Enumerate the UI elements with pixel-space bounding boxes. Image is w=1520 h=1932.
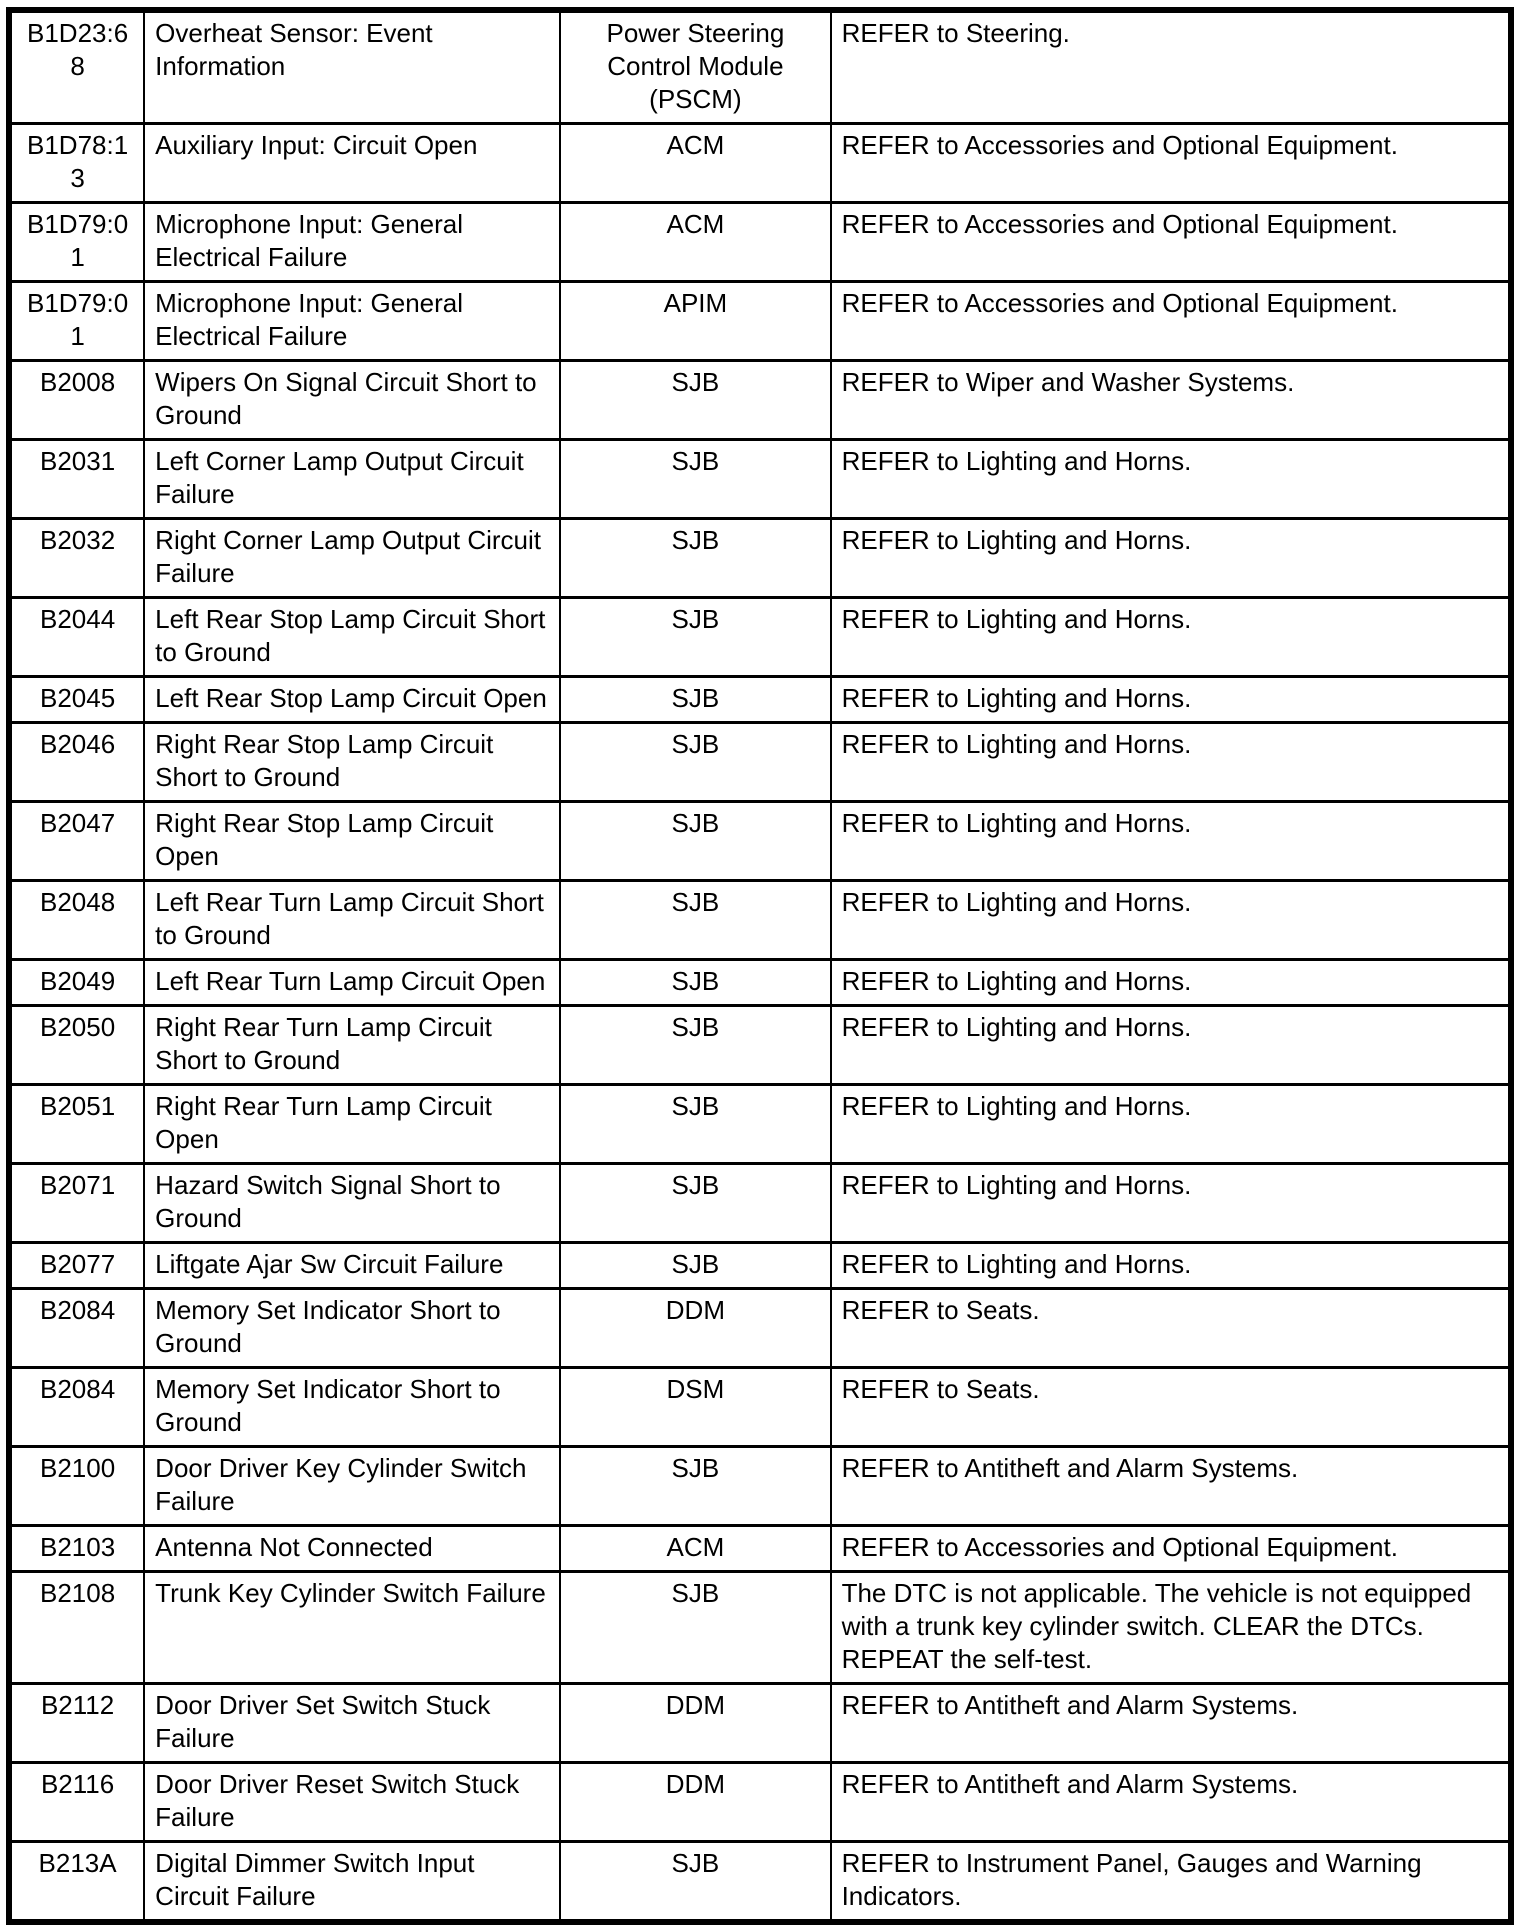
action-cell: The DTC is not applicable. The vehicle is not equipped with a trunk key cylinder switch. CLEAR the DTCs. REPEAT the self-test. — [831, 1572, 1511, 1684]
dtc-code-cell: B2077 — [9, 1243, 144, 1289]
action-cell: REFER to Steering. — [831, 10, 1511, 124]
description-cell: Digital Dimmer Switch Input Circuit Failure — [144, 1842, 560, 1923]
table-row — [9, 1243, 1511, 1289]
table-row — [9, 1085, 1511, 1164]
description-cell: Door Driver Set Switch Stuck Failure — [144, 1684, 560, 1763]
description-cell: Right Rear Stop Lamp Circuit Short to Ground — [144, 723, 560, 802]
action-cell: REFER to Lighting and Horns. — [831, 440, 1511, 519]
table-row — [9, 124, 1511, 203]
module-cell: DDM — [560, 1763, 830, 1842]
action-cell: REFER to Lighting and Horns. — [831, 1243, 1511, 1289]
module-cell: SJB — [560, 1006, 830, 1085]
description-cell: Wipers On Signal Circuit Short to Ground — [144, 361, 560, 440]
module-cell: ACM — [560, 1526, 830, 1572]
description-cell: Overheat Sensor: Event Information — [144, 10, 560, 124]
action-cell: REFER to Accessories and Optional Equipment. — [831, 1526, 1511, 1572]
table-row — [9, 519, 1511, 598]
dtc-code-cell: B2049 — [9, 960, 144, 1006]
table-row — [9, 1842, 1511, 1923]
description-cell: Door Driver Reset Switch Stuck Failure — [144, 1763, 560, 1842]
module-cell: SJB — [560, 723, 830, 802]
table-row — [9, 1763, 1511, 1842]
dtc-code-cell: B2031 — [9, 440, 144, 519]
table-row — [9, 723, 1511, 802]
dtc-code-cell: B2047 — [9, 802, 144, 881]
action-cell: REFER to Lighting and Horns. — [831, 598, 1511, 677]
table-row — [9, 282, 1511, 361]
description-cell: Right Rear Stop Lamp Circuit Open — [144, 802, 560, 881]
module-cell: ACM — [560, 124, 830, 203]
module-cell: Power Steering Control Module (PSCM) — [560, 10, 830, 124]
table-row — [9, 1526, 1511, 1572]
action-cell: REFER to Lighting and Horns. — [831, 802, 1511, 881]
module-cell: DDM — [560, 1684, 830, 1763]
table-row — [9, 203, 1511, 282]
table-row — [9, 10, 1511, 124]
table-row — [9, 677, 1511, 723]
dtc-code-cell: B2071 — [9, 1164, 144, 1243]
action-cell: REFER to Seats. — [831, 1289, 1511, 1368]
action-cell: REFER to Lighting and Horns. — [831, 1164, 1511, 1243]
description-cell: Right Rear Turn Lamp Circuit Short to Ground — [144, 1006, 560, 1085]
action-cell: REFER to Lighting and Horns. — [831, 960, 1511, 1006]
description-cell: Auxiliary Input: Circuit Open — [144, 124, 560, 203]
dtc-table — [6, 7, 1514, 1925]
table-row — [9, 1006, 1511, 1085]
module-cell: SJB — [560, 440, 830, 519]
action-cell: REFER to Lighting and Horns. — [831, 519, 1511, 598]
module-cell: DDM — [560, 1289, 830, 1368]
module-cell: DSM — [560, 1368, 830, 1447]
dtc-code-cell: B2050 — [9, 1006, 144, 1085]
action-cell: REFER to Accessories and Optional Equipment. — [831, 203, 1511, 282]
description-cell: Door Driver Key Cylinder Switch Failure — [144, 1447, 560, 1526]
dtc-code-cell: B1D79:01 — [9, 282, 144, 361]
dtc-table-body — [9, 10, 1511, 1922]
description-cell: Left Rear Turn Lamp Circuit Short to Ground — [144, 881, 560, 960]
table-row — [9, 1164, 1511, 1243]
description-cell: Microphone Input: General Electrical Failure — [144, 282, 560, 361]
table-row — [9, 960, 1511, 1006]
dtc-code-cell: B2044 — [9, 598, 144, 677]
dtc-code-cell: B2048 — [9, 881, 144, 960]
description-cell: Hazard Switch Signal Short to Ground — [144, 1164, 560, 1243]
action-cell: REFER to Accessories and Optional Equipment. — [831, 124, 1511, 203]
module-cell: SJB — [560, 802, 830, 881]
table-row — [9, 1572, 1511, 1684]
module-cell: SJB — [560, 598, 830, 677]
module-cell: ACM — [560, 203, 830, 282]
dtc-code-cell: B1D23:68 — [9, 10, 144, 124]
module-cell: SJB — [560, 1447, 830, 1526]
table-row — [9, 361, 1511, 440]
dtc-code-cell: B2112 — [9, 1684, 144, 1763]
dtc-code-cell: B1D79:01 — [9, 203, 144, 282]
dtc-code-cell: B2051 — [9, 1085, 144, 1164]
description-cell: Antenna Not Connected — [144, 1526, 560, 1572]
dtc-code-cell: B2116 — [9, 1763, 144, 1842]
action-cell: REFER to Lighting and Horns. — [831, 723, 1511, 802]
dtc-code-cell: B2084 — [9, 1368, 144, 1447]
description-cell: Left Rear Stop Lamp Circuit Open — [144, 677, 560, 723]
module-cell: SJB — [560, 960, 830, 1006]
description-cell: Memory Set Indicator Short to Ground — [144, 1289, 560, 1368]
module-cell: SJB — [560, 1243, 830, 1289]
table-row — [9, 1289, 1511, 1368]
dtc-code-cell: B2100 — [9, 1447, 144, 1526]
description-cell: Right Corner Lamp Output Circuit Failure — [144, 519, 560, 598]
dtc-code-cell: B1D78:13 — [9, 124, 144, 203]
description-cell: Left Rear Stop Lamp Circuit Short to Ground — [144, 598, 560, 677]
action-cell: REFER to Wiper and Washer Systems. — [831, 361, 1511, 440]
description-cell: Liftgate Ajar Sw Circuit Failure — [144, 1243, 560, 1289]
action-cell: REFER to Lighting and Horns. — [831, 677, 1511, 723]
action-cell: REFER to Seats. — [831, 1368, 1511, 1447]
description-cell: Right Rear Turn Lamp Circuit Open — [144, 1085, 560, 1164]
action-cell: REFER to Antitheft and Alarm Systems. — [831, 1763, 1511, 1842]
action-cell: REFER to Accessories and Optional Equipment. — [831, 282, 1511, 361]
action-cell: REFER to Lighting and Horns. — [831, 881, 1511, 960]
module-cell: SJB — [560, 1842, 830, 1923]
dtc-code-cell: B213A — [9, 1842, 144, 1923]
table-row — [9, 1684, 1511, 1763]
description-cell: Memory Set Indicator Short to Ground — [144, 1368, 560, 1447]
module-cell: SJB — [560, 1085, 830, 1164]
dtc-code-cell: B2103 — [9, 1526, 144, 1572]
module-cell: SJB — [560, 677, 830, 723]
table-row — [9, 1447, 1511, 1526]
dtc-code-cell: B2108 — [9, 1572, 144, 1684]
description-cell: Microphone Input: General Electrical Failure — [144, 203, 560, 282]
dtc-code-cell: B2084 — [9, 1289, 144, 1368]
module-cell: SJB — [560, 361, 830, 440]
action-cell: REFER to Antitheft and Alarm Systems. — [831, 1684, 1511, 1763]
action-cell: REFER to Instrument Panel, Gauges and Warning Indicators. — [831, 1842, 1511, 1923]
description-cell: Left Rear Turn Lamp Circuit Open — [144, 960, 560, 1006]
dtc-code-cell: B2008 — [9, 361, 144, 440]
table-row — [9, 802, 1511, 881]
module-cell: SJB — [560, 519, 830, 598]
module-cell: SJB — [560, 1572, 830, 1684]
table-row — [9, 1368, 1511, 1447]
description-cell: Left Corner Lamp Output Circuit Failure — [144, 440, 560, 519]
table-row — [9, 598, 1511, 677]
action-cell: REFER to Antitheft and Alarm Systems. — [831, 1447, 1511, 1526]
module-cell: SJB — [560, 881, 830, 960]
dtc-code-cell: B2046 — [9, 723, 144, 802]
action-cell: REFER to Lighting and Horns. — [831, 1085, 1511, 1164]
table-row — [9, 440, 1511, 519]
action-cell: REFER to Lighting and Horns. — [831, 1006, 1511, 1085]
table-row — [9, 881, 1511, 960]
dtc-code-cell: B2032 — [9, 519, 144, 598]
module-cell: SJB — [560, 1164, 830, 1243]
description-cell: Trunk Key Cylinder Switch Failure — [144, 1572, 560, 1684]
dtc-code-cell: B2045 — [9, 677, 144, 723]
module-cell: APIM — [560, 282, 830, 361]
